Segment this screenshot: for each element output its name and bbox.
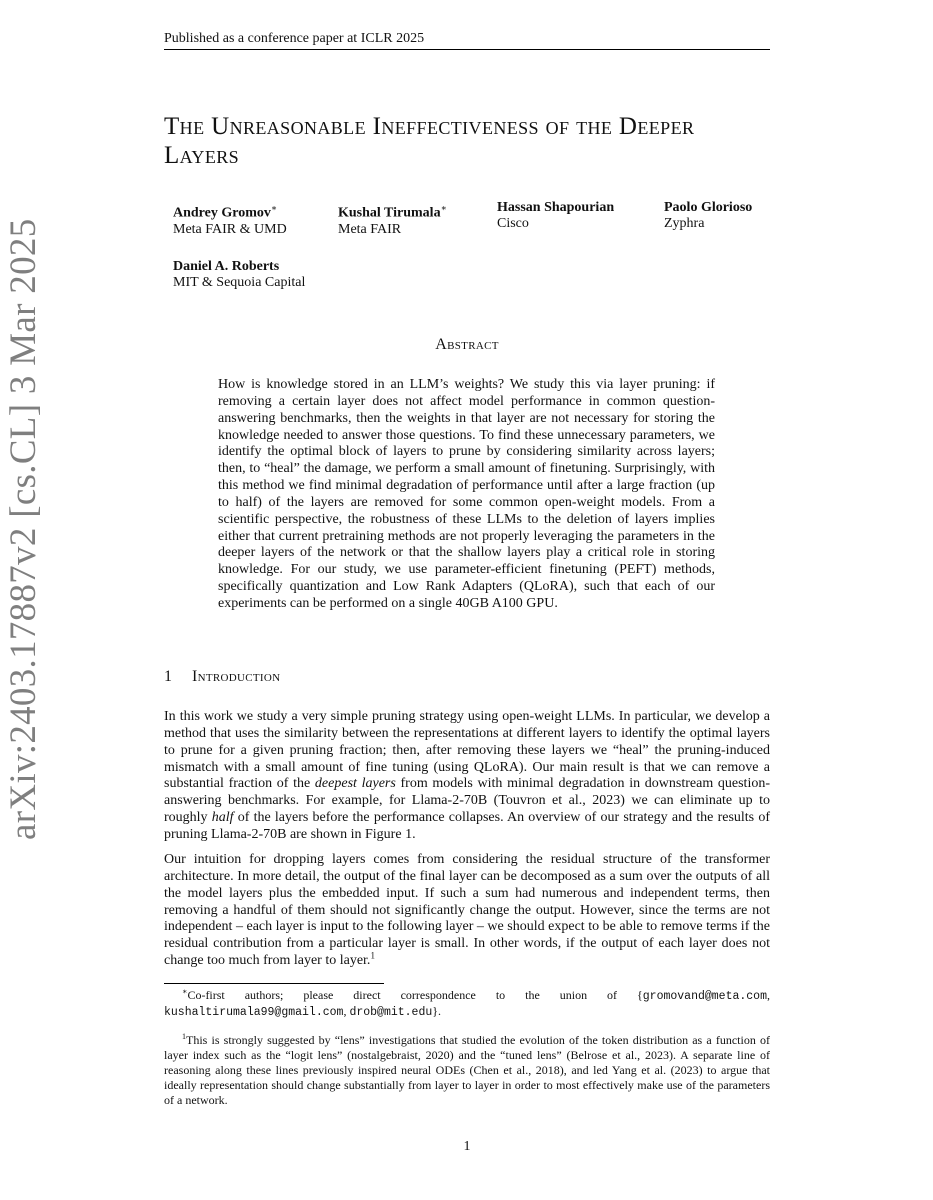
- author-block: [497, 200, 614, 232]
- separator: ,: [343, 1004, 350, 1018]
- abstract-heading: Abstract: [435, 336, 499, 353]
- paragraph-text: In this work we study a very simple pruning strategy using open-weight LLMs. In particular, we develop a method that uses the similarity between the representations at different layers to identify the optimal layers to prune for a given pruning fraction; then, after removing these layers we “heal” the pruning-induced mismatch with a small amount of fine tuning (using QLoRA). Our main result is that we can remove a substantial fraction of the: [164, 709, 770, 792]
- footnote-cofirst: [164, 988, 770, 1020]
- footnote-1: [164, 1033, 770, 1108]
- emphasis-text: deepest layers: [314, 776, 396, 792]
- footnote-mark: ∗: [182, 987, 188, 996]
- author-name: Andrey Gromov: [173, 205, 271, 221]
- author-block: [664, 200, 752, 232]
- author-affiliation: Meta FAIR: [338, 221, 402, 237]
- author-affiliation: Meta FAIR & UMD: [173, 221, 287, 237]
- author-affiliation: MIT & Sequoia Capital: [173, 275, 306, 290]
- arxiv-identifier-stamp[interactable]: arXiv:2403.17887v2 [cs.CL] 3 Mar 2025: [3, 218, 44, 840]
- footnote-marker[interactable]: 1: [370, 950, 375, 961]
- emphasis-text: half: [211, 810, 234, 826]
- cofirst-mark: ∗: [440, 203, 447, 213]
- author-name: Kushal Tirumala: [338, 205, 441, 221]
- footnote-text: This is strongly suggested by “lens” investigations that studied the evolution of the token distribution as a function of layer index such as the “logit lens” (nostalgebraist, 2020) and the “tuned lens” (Belrose et al., 2023). A separate line of reasoning along these lines previously inspired neural ODEs (Chen et al., 2018), and led Yang et al. (2023) to argue that ideally representation should change substantially from layer to layer in order to most effectively make use of the parameters of a network.: [164, 1033, 770, 1107]
- author-block: [338, 200, 447, 238]
- footnote-text: Co-first authors; please direct correspondence to the union of {: [187, 988, 643, 1002]
- section-number: 1: [164, 668, 173, 685]
- separator: ,: [767, 988, 770, 1002]
- paper-title: The Unreasonable Ineffectiveness of the Deeper Layers: [164, 113, 695, 169]
- footnote-divider: [164, 983, 384, 984]
- intro-paragraph-1: [164, 709, 770, 844]
- author-name: Daniel A. Roberts: [173, 259, 280, 274]
- author-block: [173, 259, 305, 291]
- section-title: Introduction: [192, 668, 281, 685]
- section-heading: [164, 668, 770, 686]
- author-name: Paolo Glorioso: [664, 200, 753, 215]
- author-affiliation: Zyphra: [664, 216, 705, 231]
- paragraph-text: Our intuition for dropping layers comes from considering the residual structure of the transformer architecture. In more detail, the output of the final layer can be decomposed as a sum over the outputs of all the model layers plus the embedded input. If such a sum had numerous and independent terms, then removing a handful of them should not significantly change the output. However, since the terms are not independent – each layer is input to the following layer – we should expect to be able to remove terms if the residual contribution from a particular layer is small. In other words, if the output of each layer does not change too much from layer to layer.: [164, 852, 770, 969]
- separator: }.: [432, 1004, 442, 1018]
- cofirst-mark: ∗: [270, 203, 277, 213]
- paragraph-text: of the layers before the performance collapses. An overview of our strategy and the results of pruning Llama-2-70B are shown in Figure 1.: [164, 810, 770, 842]
- author-block: [173, 200, 287, 238]
- author-affiliation: Cisco: [497, 216, 529, 231]
- abstract-text: How is knowledge stored in an LLM’s weights? We study this via layer pruning: if removing a certain layer does not affect model performance in common question-answering benchmarks, then the weights in that layer are not necessary for storing the knowledge needed to answer those questions. To find these unnecessary parameters, we identify the optimal block of layers to prune by considering similarity across layers; then, to “heal” the damage, we perform a small amount of finetuning. Surprisingly, with this method we find minimal degradation of performance until after a large fraction (up to half) of the layers are removed for some common open-weight models. From a scientific perspective, the robustness of these LLMs to the deletion of layers implies either that current pretraining methods are not properly leveraging the parameters in the deeper layers of the network or that the shallow layers play a critical role in storing knowledge. For our study, we use parameter-efficient finetuning (PEFT) methods, specifically quantization and Low Rank Adapters (QLoRA), such that each of our experiments can be performed on a single 40GB A100 GPU.: [218, 377, 715, 611]
- page-number: 1: [463, 1139, 471, 1154]
- author-name: Hassan Shapourian: [497, 200, 615, 215]
- paragraph-text: from models with minimal degradation in downstream question-answering benchmarks. For example, for Llama-2-70B (Touvron et al., 2023) we can eliminate up to roughly: [164, 776, 770, 826]
- email-link[interactable]: gromovand@meta.com: [642, 990, 767, 1003]
- email-link[interactable]: drob@mit.edu: [349, 1006, 433, 1019]
- footnote-mark: 1: [182, 1032, 186, 1041]
- intro-paragraph-2: [164, 852, 770, 970]
- email-link[interactable]: kushaltirumala99@gmail.com: [164, 1006, 344, 1019]
- running-header: Published as a conference paper at ICLR 2025: [164, 31, 770, 50]
